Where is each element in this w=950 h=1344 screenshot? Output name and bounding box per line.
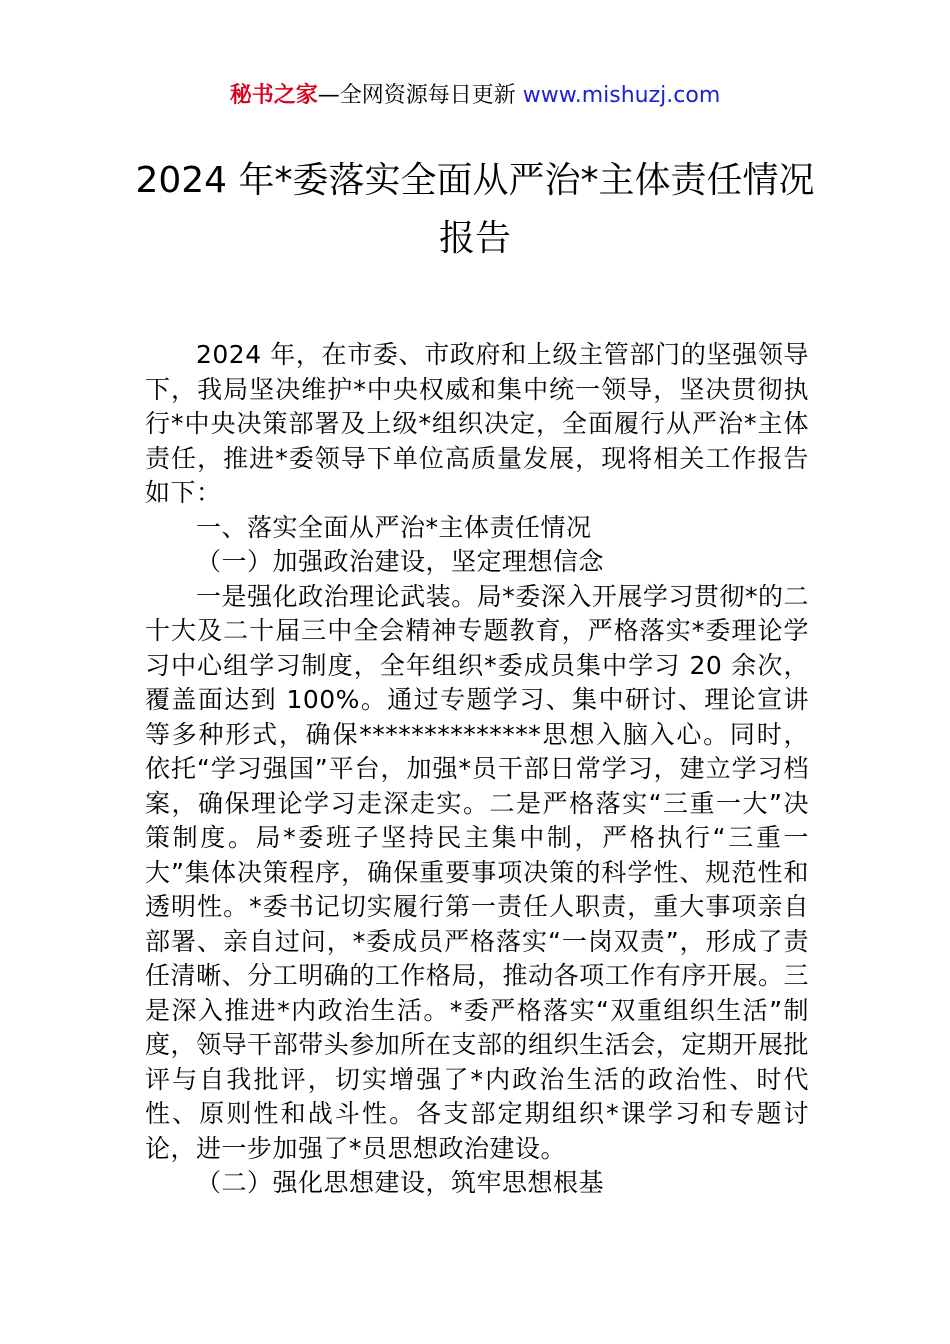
subsection-heading-1: （一）加强政治建设，坚定理想信念 — [196, 547, 605, 576]
subsection-heading-2: （二）强化思想建设，筑牢思想根基 — [196, 1168, 605, 1197]
site-url-link[interactable]: www.mishuzj.com — [522, 83, 721, 108]
body-paragraph-1: 一是强化政治理论武装。局*委深入开展学习贯彻*的二十大及二十届三中全会精神专题教育，严格落实*委理论学习中心组学习制度，全年组织*委成员集中学习 20 余次，覆盖面达到 100%。通过专题学习、集中研讨、理论宣讲等多种形式，确保**************思想入脑入心。同时，依托“学习强国”平台，加强*员干部日常学习，建立学习档案，确保理论学习走深走实。二是严格落实“三重一大”决策制度。局*委班子坚持民主集中制，严格执行“三重一大”集体决策程序，确保重要事项决策的科学性、规范性和透明性。*委书记切实履行第一责任人职责，重大事项亲自部署、亲自过问，*委成员严格落实“一岗双责”，形成了责任清晰、分工明确的工作格局，推动各项工作有序开展。三是深入推进*内政治生活。*委严格落实“双重组织生活”制度，领导干部带头参加所在支部的组织生活会，定期开展批评与自我批评，切实增强了*内政治生活的政治性、时代性、原则性和战斗性。各支部定期组织*课学习和专题讨论，进一步加强了*员思想政治建设。 — [145, 581, 809, 1163]
document-body — [145, 338, 809, 1201]
title-line-2: 报告 — [438, 218, 511, 259]
document-title — [100, 152, 850, 268]
section-heading-1: 一、落实全面从严治*主体责任情况 — [196, 512, 592, 542]
site-header — [0, 80, 950, 112]
site-tagline: —全网资源每日更新 — [317, 83, 523, 108]
intro-paragraph: 2024 年，在市委、市政府和上级主管部门的坚强领导下，我局坚决维护*中央权威和集中统一领导，坚决贯彻执行*中央决策部署及上级*组织决定，全面履行从严治*主体责任，推进*委领导下单位高质量发展，现将相关工作报告如下： — [145, 340, 809, 507]
site-brand: 秘书之家 — [229, 83, 318, 108]
title-line-1: 2024 年*委落实全面从严治*主体责任情况 — [135, 160, 815, 201]
